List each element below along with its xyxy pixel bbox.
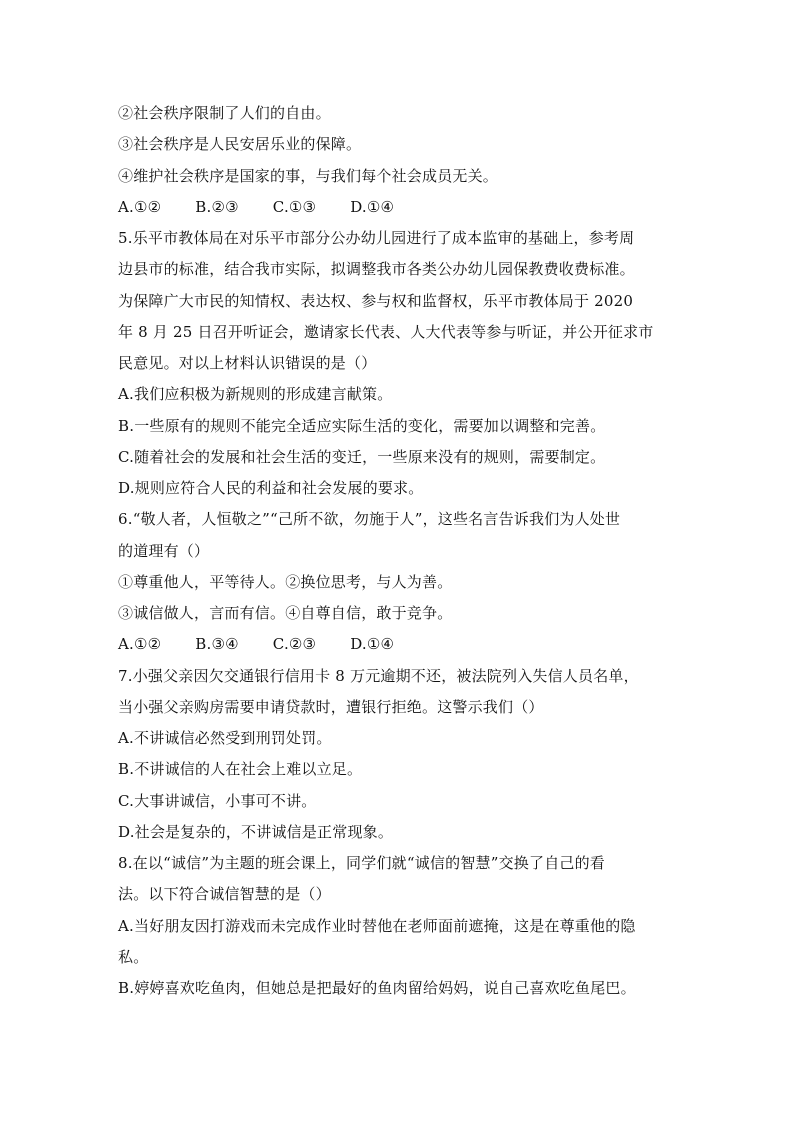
option-c: C.大事讲诚信，小事可不讲。 xyxy=(118,792,317,810)
option-c: C.随着社会的发展和社会生活的变迁，一些原来没有的规则，需要制定。 xyxy=(118,448,606,466)
option-d: D.①④ xyxy=(350,635,395,653)
option-b: B.一些原有的规则不能完全适应实际生活的变化，需要加以调整和完善。 xyxy=(118,417,606,435)
text-line: 民意见。对以上材料认识错误的是（） xyxy=(118,354,377,372)
option-c: C.①③ xyxy=(272,198,317,216)
text-line: 法。以下符合诚信智慧的是（） xyxy=(118,885,331,903)
text-line: ②社会秩序限制了人们的自由。 xyxy=(118,104,331,122)
text-line: 年 8 月 25 日召开听证会，邀请家长代表、人大代表等参与听证，并公开征求市 xyxy=(118,323,654,341)
answer-options-q6 xyxy=(118,634,678,654)
text-line: ①尊重他人，平等待人。②换位思考，与人为善。 xyxy=(118,573,453,591)
option-c: C.②③ xyxy=(272,635,317,653)
option-b: B.不讲诚信的人在社会上难以立足。 xyxy=(118,760,363,778)
text-line: 当小强父亲购房需要申请贷款时，遭银行拒绝。这警示我们（） xyxy=(118,698,544,716)
text-line: ③诚信做人，言而有信。④自尊自信，敢于竞争。 xyxy=(118,604,453,622)
text-line: ③社会秩序是人民安居乐业的保障。 xyxy=(118,135,362,153)
text-line: 的道理有（） xyxy=(118,542,210,560)
answer-options-q4 xyxy=(118,197,678,217)
question-8-stem: 8.在以“诚信”为主题的班会课上，同学们就“诚信的智慧”交换了自己的看 xyxy=(118,854,605,872)
option-d: D.①④ xyxy=(350,198,395,216)
text-line: 边县市的标准，结合我市实际，拟调整我市各类公办幼儿园保教费收费标准。 xyxy=(118,260,635,278)
option-a: A.不讲诚信必然受到刑罚处罚。 xyxy=(118,729,332,747)
option-a: A.当好朋友因打游戏而未完成作业时替他在老师面前遮掩，这是在尊重他的隐 xyxy=(118,917,636,935)
text-line: 为保障广大市民的知情权、表达权、参与权和监督权，乐平市教体局于 2020 xyxy=(118,292,634,310)
option-b: B.婷婷喜欢吃鱼肉，但她总是把最好的鱼肉留给妈妈，说自己喜欢吃鱼尾巴。 xyxy=(118,979,636,997)
question-5-stem: 5.乐平市教体局在对乐平市部分公办幼儿园进行了成本监审的基础上，参考周 xyxy=(118,229,635,247)
option-d: D.规则应符合人民的利益和社会发展的要求。 xyxy=(118,479,424,497)
text-line: 私。 xyxy=(118,948,149,966)
option-a: A.①② xyxy=(118,635,162,653)
option-b: B.③④ xyxy=(195,635,239,653)
option-a: A.我们应积极为新规则的形成建言献策。 xyxy=(118,385,393,403)
option-b: B.②③ xyxy=(195,198,239,216)
question-7-stem: 7.小强父亲因欠交通银行信用卡 8 万元逾期不还，被法院列入失信人员名单， xyxy=(118,667,639,685)
option-d: D.社会是复杂的，不讲诚信是正常现象。 xyxy=(118,823,394,841)
option-a: A.①② xyxy=(118,198,162,216)
text-line: ④维护社会秩序是国家的事，与我们每个社会成员无关。 xyxy=(118,167,499,185)
question-6-stem: 6.“敬人者，人恒敬之”“己所不欲，勿施于人”，这些名言告诉我们为人处世 xyxy=(118,510,621,528)
